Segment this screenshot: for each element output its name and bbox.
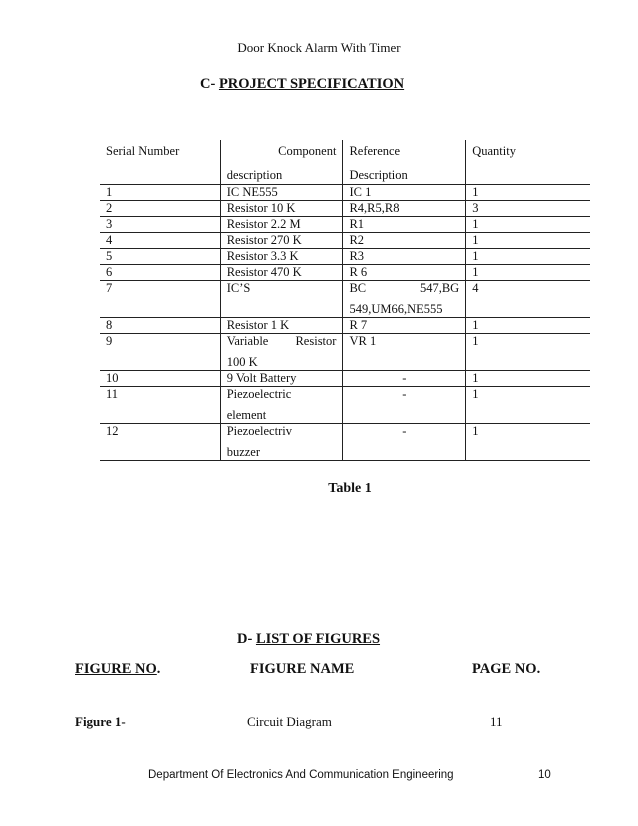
header-reference-line1: Reference [349, 144, 401, 158]
section-d-prefix: D- [237, 631, 256, 647]
header-component-description [220, 140, 343, 185]
cell-serial: 1 [100, 185, 220, 201]
table-header-row [100, 140, 590, 185]
cell-reference: R 7 [343, 318, 466, 334]
figure-row-page: 11 [490, 714, 503, 729]
section-c-heading [200, 76, 404, 93]
table-row [100, 217, 590, 233]
table-row [100, 424, 590, 461]
header-reference-description [343, 140, 466, 185]
cell-reference [343, 281, 466, 318]
cell-quantity: 1 [466, 185, 590, 201]
cell-component: 9 Volt Battery [220, 371, 343, 387]
cell-quantity: 3 [466, 201, 590, 217]
figure-row-name: Circuit Diagram [247, 714, 332, 729]
figure-no-header-text: FIGURE NO [75, 661, 157, 677]
cell-reference: - [343, 424, 466, 461]
table-row [100, 233, 590, 249]
section-d-title: LIST OF FIGURES [255, 631, 381, 647]
cell-component: Resistor 2.2 M [220, 217, 343, 233]
figure-no-header [75, 661, 160, 678]
table-row [100, 334, 590, 371]
cell-component [220, 334, 343, 371]
cell-reference: IC 1 [343, 185, 466, 201]
cell-reference-line2: 549,UM66,NE555 [349, 302, 443, 316]
table-row [100, 185, 590, 201]
cell-component-part-b: Resistor [295, 334, 337, 348]
cell-component-line2: buzzer [226, 445, 261, 459]
cell-quantity: 4 [466, 281, 590, 318]
header-reference-line2: Description [349, 168, 408, 182]
figure-row-number: Figure 1- [75, 714, 126, 729]
header-component-line2: description [226, 168, 283, 182]
cell-serial: 6 [100, 265, 220, 281]
section-c-title: PROJECT SPECIFICATION [218, 76, 405, 92]
cell-quantity: 1 [466, 334, 590, 371]
section-d-heading [237, 631, 380, 648]
cell-quantity: 1 [466, 217, 590, 233]
table-row [100, 265, 590, 281]
cell-quantity: 1 [466, 424, 590, 461]
cell-serial: 9 [100, 334, 220, 371]
table-row [100, 281, 590, 318]
cell-serial: 5 [100, 249, 220, 265]
cell-quantity: 1 [466, 265, 590, 281]
cell-quantity: 1 [466, 249, 590, 265]
cell-component-line1: Piezoelectric [226, 387, 292, 401]
cell-reference: VR 1 [343, 334, 466, 371]
table-row [100, 387, 590, 424]
cell-reference: R1 [343, 217, 466, 233]
table-row [100, 201, 590, 217]
running-header: Door Knock Alarm With Timer [237, 40, 401, 55]
cell-reference: R4,R5,R8 [343, 201, 466, 217]
page-no-header: PAGE NO. [472, 661, 541, 677]
cell-reference: R 6 [343, 265, 466, 281]
cell-component-line2: element [226, 408, 267, 422]
cell-serial: 10 [100, 371, 220, 387]
header-quantity: Quantity [466, 140, 590, 185]
cell-serial: 4 [100, 233, 220, 249]
header-component-line1: Component [278, 144, 337, 158]
cell-quantity: 1 [466, 387, 590, 424]
cell-serial: 12 [100, 424, 220, 461]
table-row [100, 249, 590, 265]
cell-serial: 11 [100, 387, 220, 424]
cell-reference: R2 [343, 233, 466, 249]
cell-reference: - [343, 371, 466, 387]
page-footer: Department Of Electronics And Communication Engineering [148, 769, 454, 781]
cell-quantity: 1 [466, 371, 590, 387]
cell-serial: 7 [100, 281, 220, 318]
cell-component-line2: 100 K [226, 355, 258, 369]
page-number: 10 [538, 769, 551, 781]
cell-reference-part-b: 547,BG [419, 281, 460, 295]
section-c-prefix: C- [200, 76, 219, 92]
cell-serial: 3 [100, 217, 220, 233]
table-row [100, 318, 590, 334]
table-caption: Table 1 [328, 481, 372, 496]
cell-reference-part-a: BC [349, 281, 367, 295]
cell-component: IC NE555 [220, 185, 343, 201]
cell-component-line1: Piezoelectriv [226, 424, 292, 438]
cell-component [220, 387, 343, 424]
cell-serial: 2 [100, 201, 220, 217]
cell-reference: R3 [343, 249, 466, 265]
header-serial-number: Serial Number [100, 140, 220, 185]
cell-quantity: 1 [466, 318, 590, 334]
cell-component: Resistor 10 K [220, 201, 343, 217]
cell-component: Resistor 470 K [220, 265, 343, 281]
cell-quantity: 1 [466, 233, 590, 249]
figure-name-header: FIGURE NAME [250, 661, 355, 677]
cell-serial: 8 [100, 318, 220, 334]
cell-reference: - [343, 387, 466, 424]
cell-component: Resistor 1 K [220, 318, 343, 334]
cell-component: Resistor 3.3 K [220, 249, 343, 265]
cell-component: IC’S [220, 281, 343, 318]
table-row [100, 371, 590, 387]
cell-component [220, 424, 343, 461]
cell-component: Resistor 270 K [220, 233, 343, 249]
project-specification-table [100, 140, 590, 461]
cell-component-part-a: Variable [226, 334, 269, 348]
figure-no-header-suffix: . [156, 661, 161, 677]
